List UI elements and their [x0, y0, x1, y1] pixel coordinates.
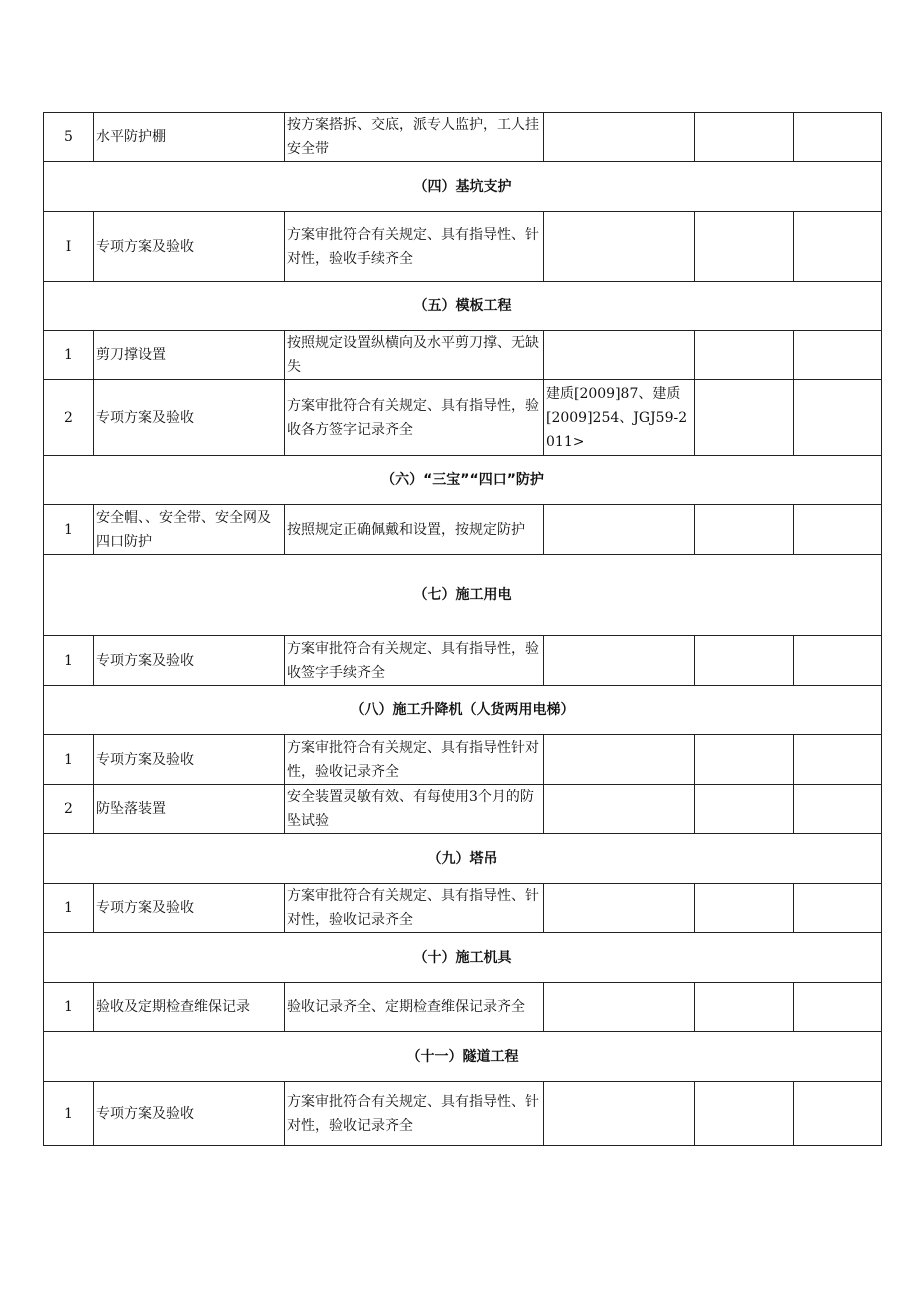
requirement-cell: 方案审批符合有关规定、具有指导性，验收各方签字记录齐全: [285, 380, 544, 456]
blank-cell: [794, 735, 882, 785]
item-number-cell: 1: [44, 884, 94, 933]
item-name-cell: 安全帽、、安全带、安全网及四口防护: [94, 505, 285, 555]
item-name-cell: 专项方案及验收: [94, 636, 285, 686]
requirement-cell: 方案审批符合有关规定、具有指导性、针对性，验收记录齐全: [285, 1082, 544, 1146]
item-name-cell: 专项方案及验收: [94, 735, 285, 785]
section-title: （七）施工用电: [44, 555, 882, 636]
table-row: [44, 380, 882, 456]
blank-cell: [695, 331, 794, 380]
requirement-cell: 方案审批符合有关规定、具有指导性、针对性，验收手续齐全: [285, 212, 544, 282]
item-name-cell: 专项方案及验收: [94, 212, 285, 282]
blank-cell: [794, 636, 882, 686]
requirement-cell: 验收记录齐全、定期检查维保记录齐全: [285, 983, 544, 1032]
basis-cell: [544, 735, 695, 785]
requirement-cell: 按照规定正确佩戴和设置，按规定防护: [285, 505, 544, 555]
table-row: [44, 785, 882, 834]
basis-cell: [544, 636, 695, 686]
table-row: [44, 636, 882, 686]
item-name-cell: 验收及定期检查维保记录: [94, 983, 285, 1032]
blank-cell: [794, 884, 882, 933]
blank-cell: [794, 331, 882, 380]
requirement-cell: 按照规定设置纵横向及水平剪刀撑、无缺失: [285, 331, 544, 380]
section-title: （四）基坑支护: [44, 162, 882, 212]
basis-cell: [544, 884, 695, 933]
item-number-cell: 1: [44, 983, 94, 1032]
basis-cell: [544, 505, 695, 555]
section-title: （九）塔吊: [44, 834, 882, 884]
basis-cell: [544, 1082, 695, 1146]
blank-cell: [794, 983, 882, 1032]
table-row: [44, 1082, 882, 1146]
blank-cell: [695, 380, 794, 456]
item-name-cell: 防坠落装置: [94, 785, 285, 834]
blank-cell: [794, 380, 882, 456]
basis-cell: [544, 983, 695, 1032]
section-header-row: [44, 555, 882, 636]
blank-cell: [695, 884, 794, 933]
item-number-cell: 1: [44, 331, 94, 380]
blank-cell: [695, 735, 794, 785]
requirement-cell: 方案审批符合有关规定、具有指导性针对性，验收记录齐全: [285, 735, 544, 785]
section-header-row: [44, 686, 882, 735]
table-row: [44, 113, 882, 162]
table-row: [44, 735, 882, 785]
blank-cell: [695, 113, 794, 162]
section-title: （五）模板工程: [44, 282, 882, 331]
requirement-cell: 方案审批符合有关规定、具有指导性、针对性，验收记录齐全: [285, 884, 544, 933]
section-header-row: [44, 1032, 882, 1082]
section-title: （八）施工升降机（人货两用电梯）: [44, 686, 882, 735]
item-number-cell: 1: [44, 1082, 94, 1146]
table-row: [44, 884, 882, 933]
item-number-cell: 1: [44, 735, 94, 785]
inspection-table: [43, 112, 882, 1146]
item-number-cell: I: [44, 212, 94, 282]
section-header-row: [44, 933, 882, 983]
table-row: [44, 212, 882, 282]
blank-cell: [794, 113, 882, 162]
section-header-row: [44, 282, 882, 331]
section-title: （十）施工机具: [44, 933, 882, 983]
table-row: [44, 505, 882, 555]
table-row: [44, 983, 882, 1032]
inspection-table-body: [44, 113, 882, 1146]
basis-cell: [544, 785, 695, 834]
requirement-cell: 方案审批符合有关规定、具有指导性，验收签字手续齐全: [285, 636, 544, 686]
blank-cell: [794, 505, 882, 555]
item-number-cell: 2: [44, 785, 94, 834]
basis-cell: [544, 212, 695, 282]
item-name-cell: 专项方案及验收: [94, 884, 285, 933]
blank-cell: [794, 1082, 882, 1146]
section-title: （六）“三宝”“四口”防护: [44, 456, 882, 505]
requirement-cell: 按方案搭拆、交底，派专人监护，工人挂安全带: [285, 113, 544, 162]
blank-cell: [695, 636, 794, 686]
blank-cell: [695, 212, 794, 282]
item-name-cell: 水平防护棚: [94, 113, 285, 162]
section-title: （十一）隧道工程: [44, 1032, 882, 1082]
blank-cell: [695, 785, 794, 834]
item-number-cell: 5: [44, 113, 94, 162]
blank-cell: [695, 505, 794, 555]
table-row: [44, 331, 882, 380]
item-name-cell: 专项方案及验收: [94, 1082, 285, 1146]
section-header-row: [44, 834, 882, 884]
blank-cell: [794, 785, 882, 834]
item-name-cell: 剪刀撑设置: [94, 331, 285, 380]
item-number-cell: 1: [44, 636, 94, 686]
item-name-cell: 专项方案及验收: [94, 380, 285, 456]
basis-cell: 建质[2009]87、建质[2009]254、JGJ59-2011>: [544, 380, 695, 456]
section-header-row: [44, 456, 882, 505]
requirement-cell: 安全装置灵敏有效、有每使用3个月的防坠试验: [285, 785, 544, 834]
basis-cell: [544, 113, 695, 162]
blank-cell: [794, 212, 882, 282]
section-header-row: [44, 162, 882, 212]
basis-cell: [544, 331, 695, 380]
blank-cell: [695, 983, 794, 1032]
item-number-cell: 2: [44, 380, 94, 456]
blank-cell: [695, 1082, 794, 1146]
item-number-cell: 1: [44, 505, 94, 555]
